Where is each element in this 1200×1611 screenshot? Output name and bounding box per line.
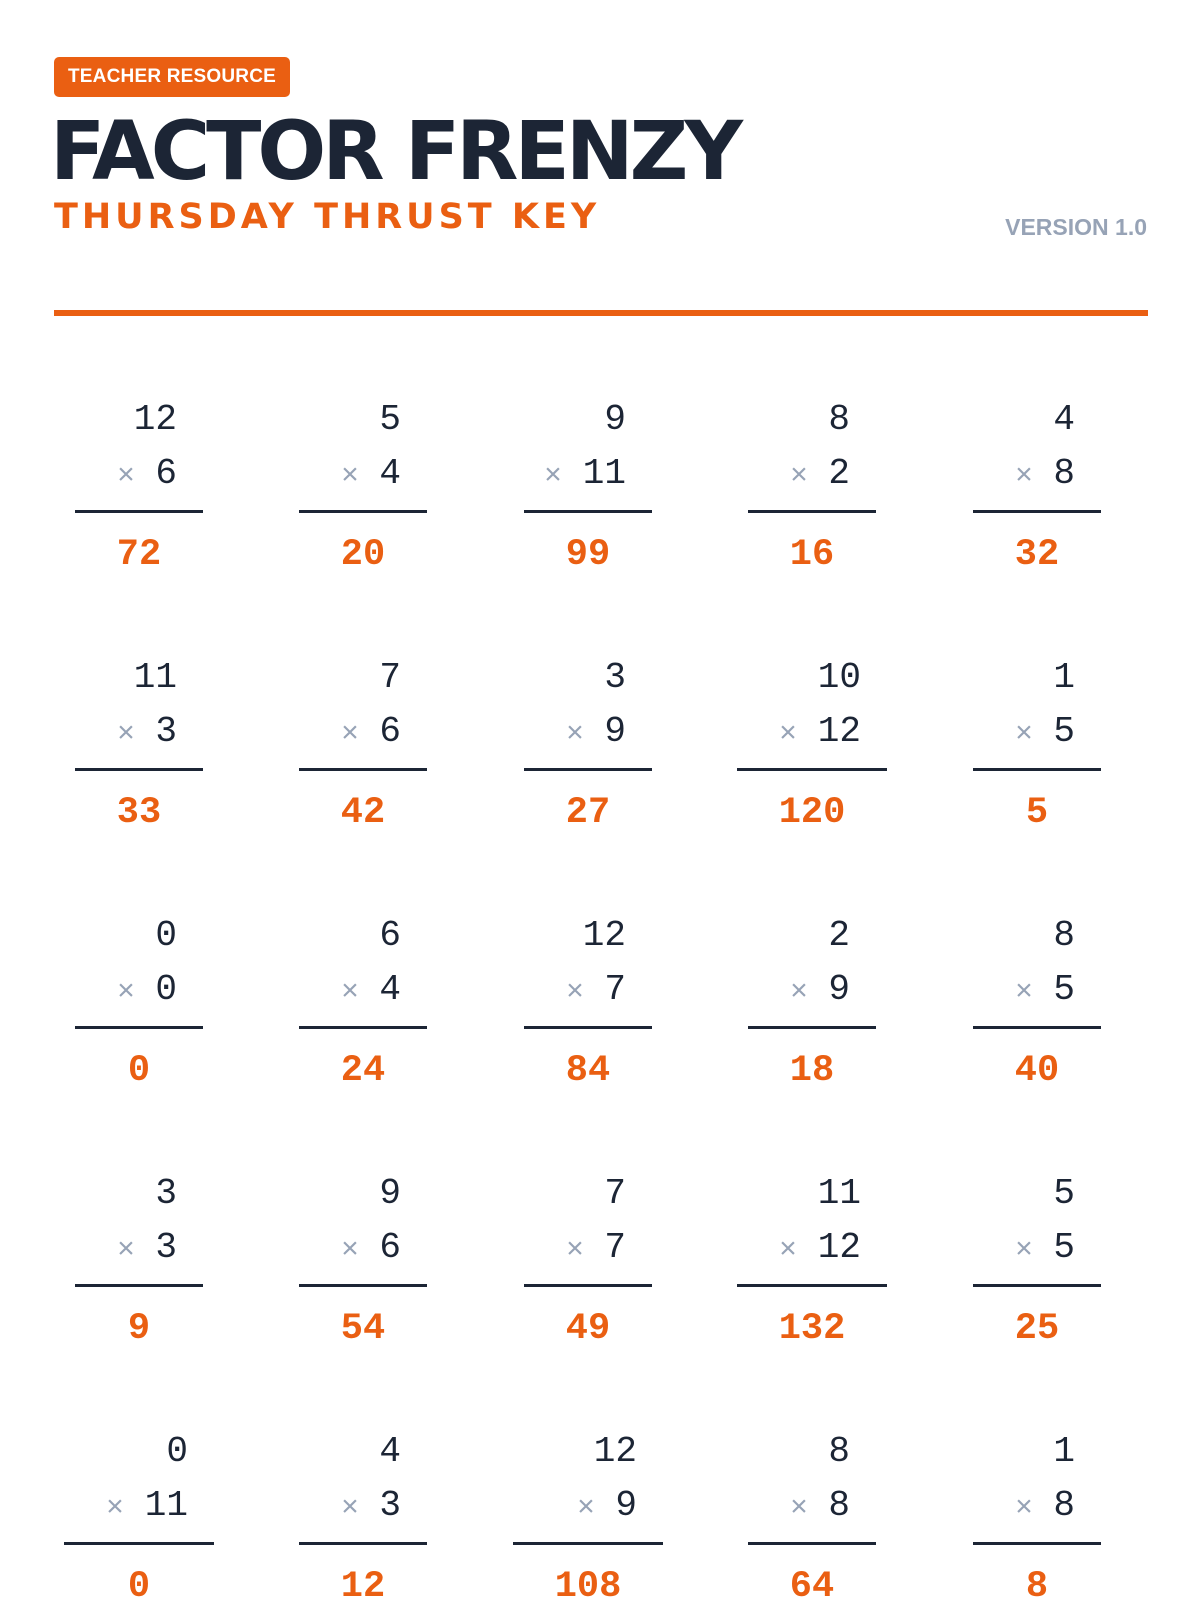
problem-card xyxy=(75,846,203,1092)
multiply-sign-icon: × xyxy=(1014,976,1033,1010)
multiply-sign-icon: × xyxy=(116,460,135,494)
multiply-sign-icon: × xyxy=(116,718,135,752)
answer-line xyxy=(75,768,203,771)
multiplier: 9 xyxy=(615,1485,637,1526)
multiplicand: 3 xyxy=(155,1173,177,1214)
answer-line xyxy=(513,1542,663,1545)
multiply-sign-icon: × xyxy=(789,976,808,1010)
multiplicand: 11 xyxy=(817,1173,861,1214)
problem-card xyxy=(524,330,652,576)
multiplicand: 12 xyxy=(593,1431,637,1472)
multiplicand: 0 xyxy=(155,915,177,956)
multiply-sign-icon: × xyxy=(105,1492,124,1526)
multiplicand: 7 xyxy=(379,657,401,698)
answer-line xyxy=(299,1542,427,1545)
multiplier: 4 xyxy=(379,453,401,494)
problem-card xyxy=(748,1362,876,1608)
answer-value: 49 xyxy=(565,1308,611,1350)
problem-card xyxy=(973,330,1101,576)
multiplier: 7 xyxy=(604,1227,626,1268)
answer-value: 12 xyxy=(340,1566,386,1608)
multiplier: 0 xyxy=(155,969,177,1010)
multiplicand: 1 xyxy=(1053,1431,1075,1472)
problem-card xyxy=(75,330,203,576)
answer-value: 84 xyxy=(565,1050,611,1092)
multiplicand: 1 xyxy=(1053,657,1075,698)
answer-value: 27 xyxy=(565,792,611,834)
answer-line xyxy=(748,510,876,513)
answer-value: 8 xyxy=(1025,1566,1049,1608)
multiplicand: 7 xyxy=(604,1173,626,1214)
multiply-sign-icon: × xyxy=(116,976,135,1010)
multiplicand: 8 xyxy=(828,1431,850,1472)
problem-card xyxy=(973,1104,1101,1350)
multiply-sign-icon: × xyxy=(340,718,359,752)
multiplier: 7 xyxy=(604,969,626,1010)
problem-card xyxy=(524,588,652,834)
multiplier: 8 xyxy=(1053,453,1075,494)
answer-value: 0 xyxy=(127,1566,151,1608)
answer-value: 32 xyxy=(1014,534,1060,576)
problem-card xyxy=(737,1104,887,1350)
multiply-sign-icon: × xyxy=(116,1234,135,1268)
problem-card xyxy=(64,1362,214,1608)
worksheet-subtitle: THURSDAY THRUST KEY xyxy=(54,197,601,237)
multiplier: 8 xyxy=(828,1485,850,1526)
multiplier: 5 xyxy=(1053,1227,1075,1268)
multiplier: 6 xyxy=(379,1227,401,1268)
multiply-sign-icon: × xyxy=(340,976,359,1010)
multiplier: 11 xyxy=(582,453,626,494)
multiplier: 9 xyxy=(828,969,850,1010)
multiplicand: 6 xyxy=(379,915,401,956)
answer-value: 5 xyxy=(1025,792,1049,834)
multiplicand: 2 xyxy=(828,915,850,956)
multiplier: 11 xyxy=(144,1485,188,1526)
problem-card xyxy=(299,846,427,1092)
multiply-sign-icon: × xyxy=(543,460,562,494)
answer-line xyxy=(973,768,1101,771)
multiply-sign-icon: × xyxy=(1014,718,1033,752)
problem-card xyxy=(973,1362,1101,1608)
multiplicand: 8 xyxy=(828,399,850,440)
answer-value: 33 xyxy=(116,792,162,834)
problem-grid xyxy=(54,330,1148,1608)
answer-value: 0 xyxy=(127,1050,151,1092)
multiply-sign-icon: × xyxy=(1014,1234,1033,1268)
multiplicand: 3 xyxy=(604,657,626,698)
multiply-sign-icon: × xyxy=(778,1234,797,1268)
problem-card xyxy=(75,1104,203,1350)
multiply-sign-icon: × xyxy=(789,1492,808,1526)
answer-line xyxy=(748,1542,876,1545)
problem-card xyxy=(524,846,652,1092)
answer-line xyxy=(737,768,887,771)
problem-card xyxy=(299,1362,427,1608)
answer-value: 72 xyxy=(116,534,162,576)
multiplicand: 0 xyxy=(166,1431,188,1472)
multiplier: 3 xyxy=(155,1227,177,1268)
multiply-sign-icon: × xyxy=(1014,460,1033,494)
multiplicand: 10 xyxy=(817,657,861,698)
multiplier: 8 xyxy=(1053,1485,1075,1526)
multiply-sign-icon: × xyxy=(340,1234,359,1268)
multiply-sign-icon: × xyxy=(340,460,359,494)
multiplicand: 9 xyxy=(379,1173,401,1214)
answer-value: 108 xyxy=(554,1566,622,1608)
multiply-sign-icon: × xyxy=(565,1234,584,1268)
multiply-sign-icon: × xyxy=(789,460,808,494)
answer-line xyxy=(64,1542,214,1545)
answer-line xyxy=(748,1026,876,1029)
multiplier: 5 xyxy=(1053,969,1075,1010)
header-divider xyxy=(54,310,1148,316)
answer-value: 42 xyxy=(340,792,386,834)
problem-card xyxy=(748,330,876,576)
problem-card xyxy=(513,1362,663,1608)
answer-line xyxy=(973,510,1101,513)
problem-card xyxy=(973,846,1101,1092)
multiplier: 2 xyxy=(828,453,850,494)
teacher-resource-badge: TEACHER RESOURCE xyxy=(54,57,290,97)
answer-value: 24 xyxy=(340,1050,386,1092)
multiplicand: 12 xyxy=(582,915,626,956)
problem-card xyxy=(299,588,427,834)
multiplier: 3 xyxy=(155,711,177,752)
answer-line xyxy=(973,1542,1101,1545)
worksheet-title: FACTOR FRENZY xyxy=(50,105,740,199)
answer-line xyxy=(75,510,203,513)
multiplicand: 9 xyxy=(604,399,626,440)
multiplier: 4 xyxy=(379,969,401,1010)
answer-line xyxy=(299,510,427,513)
multiplicand: 4 xyxy=(1053,399,1075,440)
answer-value: 54 xyxy=(340,1308,386,1350)
multiplicand: 5 xyxy=(379,399,401,440)
multiplier: 9 xyxy=(604,711,626,752)
multiplicand: 11 xyxy=(133,657,177,698)
answer-line xyxy=(737,1284,887,1287)
answer-value: 25 xyxy=(1014,1308,1060,1350)
answer-line xyxy=(973,1026,1101,1029)
problem-card xyxy=(748,846,876,1092)
problem-card xyxy=(299,330,427,576)
multiplier: 5 xyxy=(1053,711,1075,752)
answer-line xyxy=(299,1026,427,1029)
multiply-sign-icon: × xyxy=(1014,1492,1033,1526)
multiplier: 6 xyxy=(379,711,401,752)
answer-line xyxy=(524,768,652,771)
answer-line xyxy=(75,1026,203,1029)
problem-card xyxy=(299,1104,427,1350)
version-label: VERSION 1.0 xyxy=(1005,214,1147,240)
multiply-sign-icon: × xyxy=(576,1492,595,1526)
answer-value: 20 xyxy=(340,534,386,576)
multiplier: 12 xyxy=(817,711,861,752)
multiplicand: 12 xyxy=(133,399,177,440)
problem-card xyxy=(75,588,203,834)
answer-value: 40 xyxy=(1014,1050,1060,1092)
problem-card xyxy=(737,588,887,834)
multiplier: 12 xyxy=(817,1227,861,1268)
answer-value: 9 xyxy=(127,1308,151,1350)
problem-card xyxy=(524,1104,652,1350)
answer-line xyxy=(524,1284,652,1287)
multiply-sign-icon: × xyxy=(340,1492,359,1526)
answer-value: 18 xyxy=(789,1050,835,1092)
multiplicand: 5 xyxy=(1053,1173,1075,1214)
answer-value: 99 xyxy=(565,534,611,576)
multiply-sign-icon: × xyxy=(565,976,584,1010)
answer-value: 64 xyxy=(789,1566,835,1608)
answer-line xyxy=(75,1284,203,1287)
answer-line xyxy=(299,768,427,771)
answer-line xyxy=(299,1284,427,1287)
answer-value: 16 xyxy=(789,534,835,576)
answer-value: 132 xyxy=(778,1308,846,1350)
answer-line xyxy=(973,1284,1101,1287)
multiplier: 6 xyxy=(155,453,177,494)
multiplier: 3 xyxy=(379,1485,401,1526)
multiplicand: 8 xyxy=(1053,915,1075,956)
multiply-sign-icon: × xyxy=(565,718,584,752)
answer-value: 120 xyxy=(778,792,846,834)
multiply-sign-icon: × xyxy=(778,718,797,752)
answer-line xyxy=(524,1026,652,1029)
answer-line xyxy=(524,510,652,513)
multiplicand: 4 xyxy=(379,1431,401,1472)
problem-card xyxy=(973,588,1101,834)
